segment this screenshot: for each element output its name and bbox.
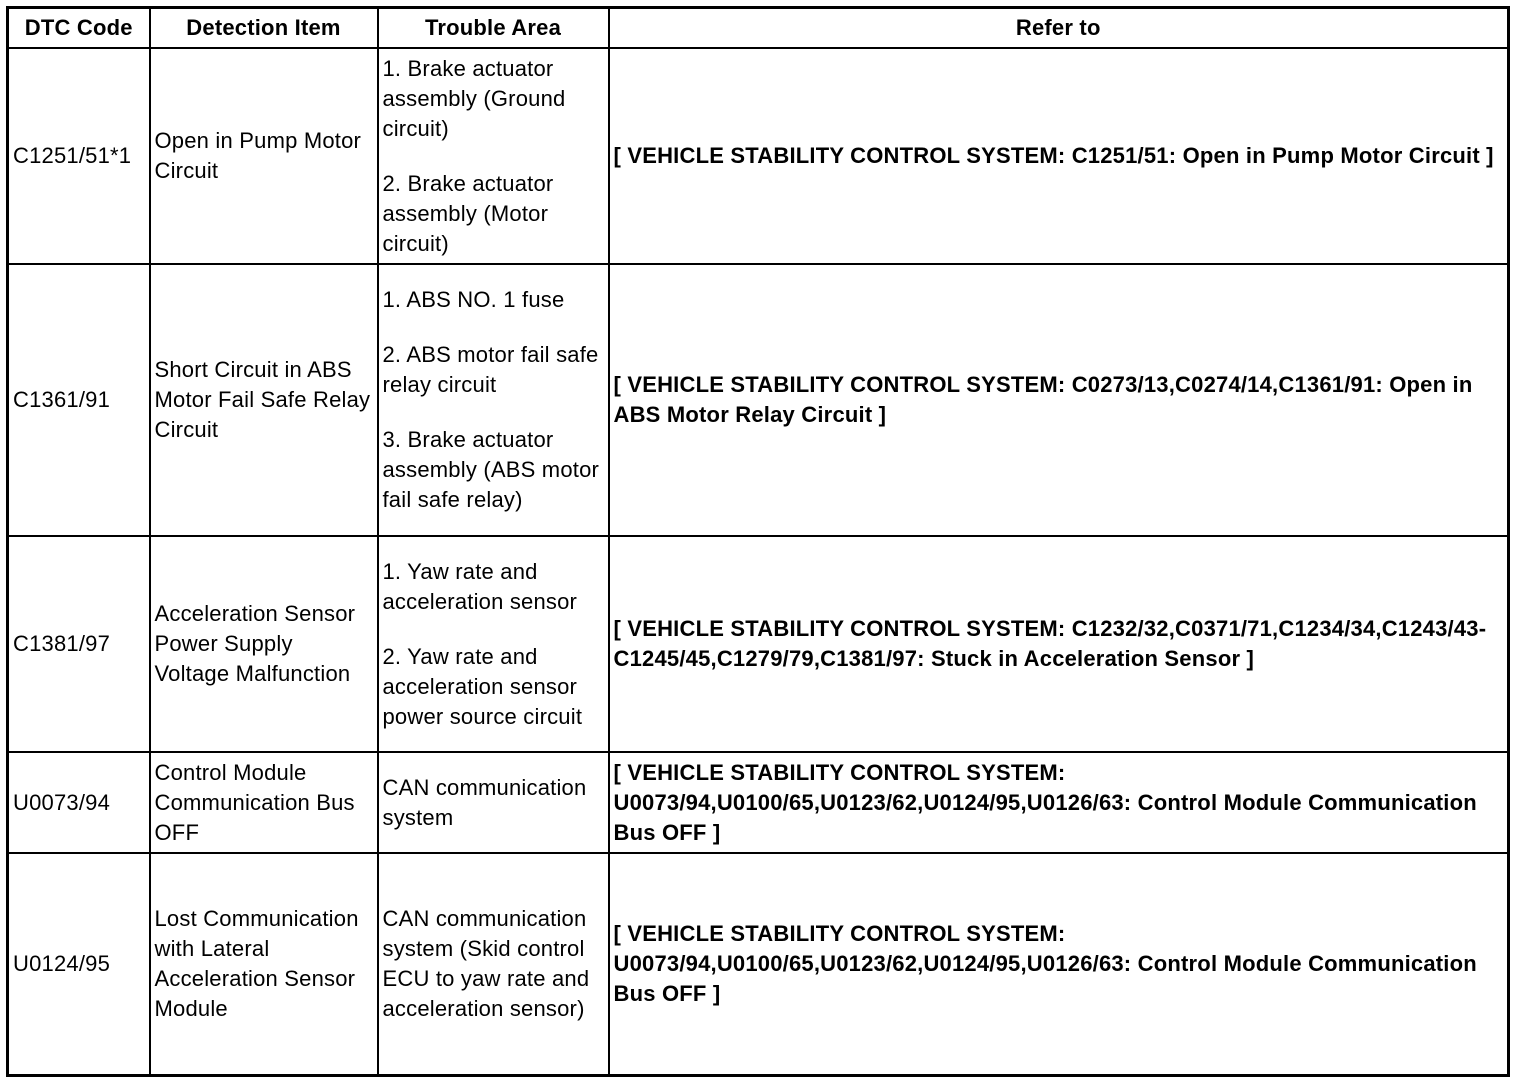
detection-item-cell: Acceleration Sensor Power Supply Voltage Malfunction [150, 536, 378, 752]
trouble-area-cell [378, 752, 609, 853]
table-row [8, 752, 1509, 853]
trouble-area-cell [378, 536, 609, 752]
refer-to-link[interactable]: [ VEHICLE STABILITY CONTROL SYSTEM: U0073/94,U0100/65,U0123/62,U0124/95,U0126/63: Control Module Communication Bus OFF ] [609, 853, 1509, 1076]
trouble-area-item: CAN communication system [382, 774, 587, 830]
trouble-area-item: 2. Brake actuator assembly (Motor circuit) [382, 170, 554, 256]
dtc-code-cell: C1251/51*1 [8, 48, 150, 264]
table-row [8, 536, 1509, 752]
detection-item-cell: Control Module Communication Bus OFF [150, 752, 378, 853]
header-refer-to: Refer to [609, 8, 1509, 49]
trouble-area-cell [378, 853, 609, 1076]
detection-item-cell: Open in Pump Motor Circuit [150, 48, 378, 264]
table-row [8, 48, 1509, 264]
refer-to-link[interactable]: [ VEHICLE STABILITY CONTROL SYSTEM: C0273/13,C0274/14,C1361/91: Open in ABS Motor Relay Circuit ] [609, 264, 1509, 536]
detection-item-cell: Short Circuit in ABS Motor Fail Safe Relay Circuit [150, 264, 378, 536]
header-trouble-area: Trouble Area [378, 8, 609, 49]
refer-to-link[interactable]: [ VEHICLE STABILITY CONTROL SYSTEM: C1232/32,C0371/71,C1234/34,C1243/43-C1245/45,C1279/79,C1381/97: Stuck in Acceleration Sensor ] [609, 536, 1509, 752]
table-row [8, 264, 1509, 536]
dtc-table [6, 6, 1510, 1077]
dtc-code-cell: C1361/91 [8, 264, 150, 536]
trouble-area-item: 1. Yaw rate and acceleration sensor [382, 558, 578, 614]
refer-to-link[interactable]: [ VEHICLE STABILITY CONTROL SYSTEM: C1251/51: Open in Pump Motor Circuit ] [609, 48, 1509, 264]
refer-to-link[interactable]: [ VEHICLE STABILITY CONTROL SYSTEM: U0073/94,U0100/65,U0123/62,U0124/95,U0126/63: Control Module Communication Bus OFF ] [609, 752, 1509, 853]
dtc-code-cell: U0073/94 [8, 752, 150, 853]
trouble-area-item: 1. Brake actuator assembly (Ground circuit) [382, 55, 566, 141]
detection-item-cell: Lost Communication with Lateral Acceleration Sensor Module [150, 853, 378, 1076]
header-dtc-code: DTC Code [8, 8, 150, 49]
trouble-area-item: CAN communication system (Skid control ECU to yaw rate and acceleration sensor) [382, 906, 590, 1021]
trouble-area-item: 1. ABS NO. 1 fuse [382, 287, 565, 312]
trouble-area-item: 2. ABS motor fail safe relay circuit [382, 342, 599, 397]
trouble-area-cell [378, 48, 609, 264]
header-row [8, 8, 1509, 49]
dtc-code-cell: U0124/95 [8, 853, 150, 1076]
trouble-area-item: 2. Yaw rate and acceleration sensor power source circuit [382, 643, 583, 729]
table-row [8, 853, 1509, 1076]
trouble-area-cell [378, 264, 609, 536]
trouble-area-item: 3. Brake actuator assembly (ABS motor fail safe relay) [382, 427, 600, 512]
dtc-code-cell: C1381/97 [8, 536, 150, 752]
header-detection-item: Detection Item [150, 8, 378, 49]
